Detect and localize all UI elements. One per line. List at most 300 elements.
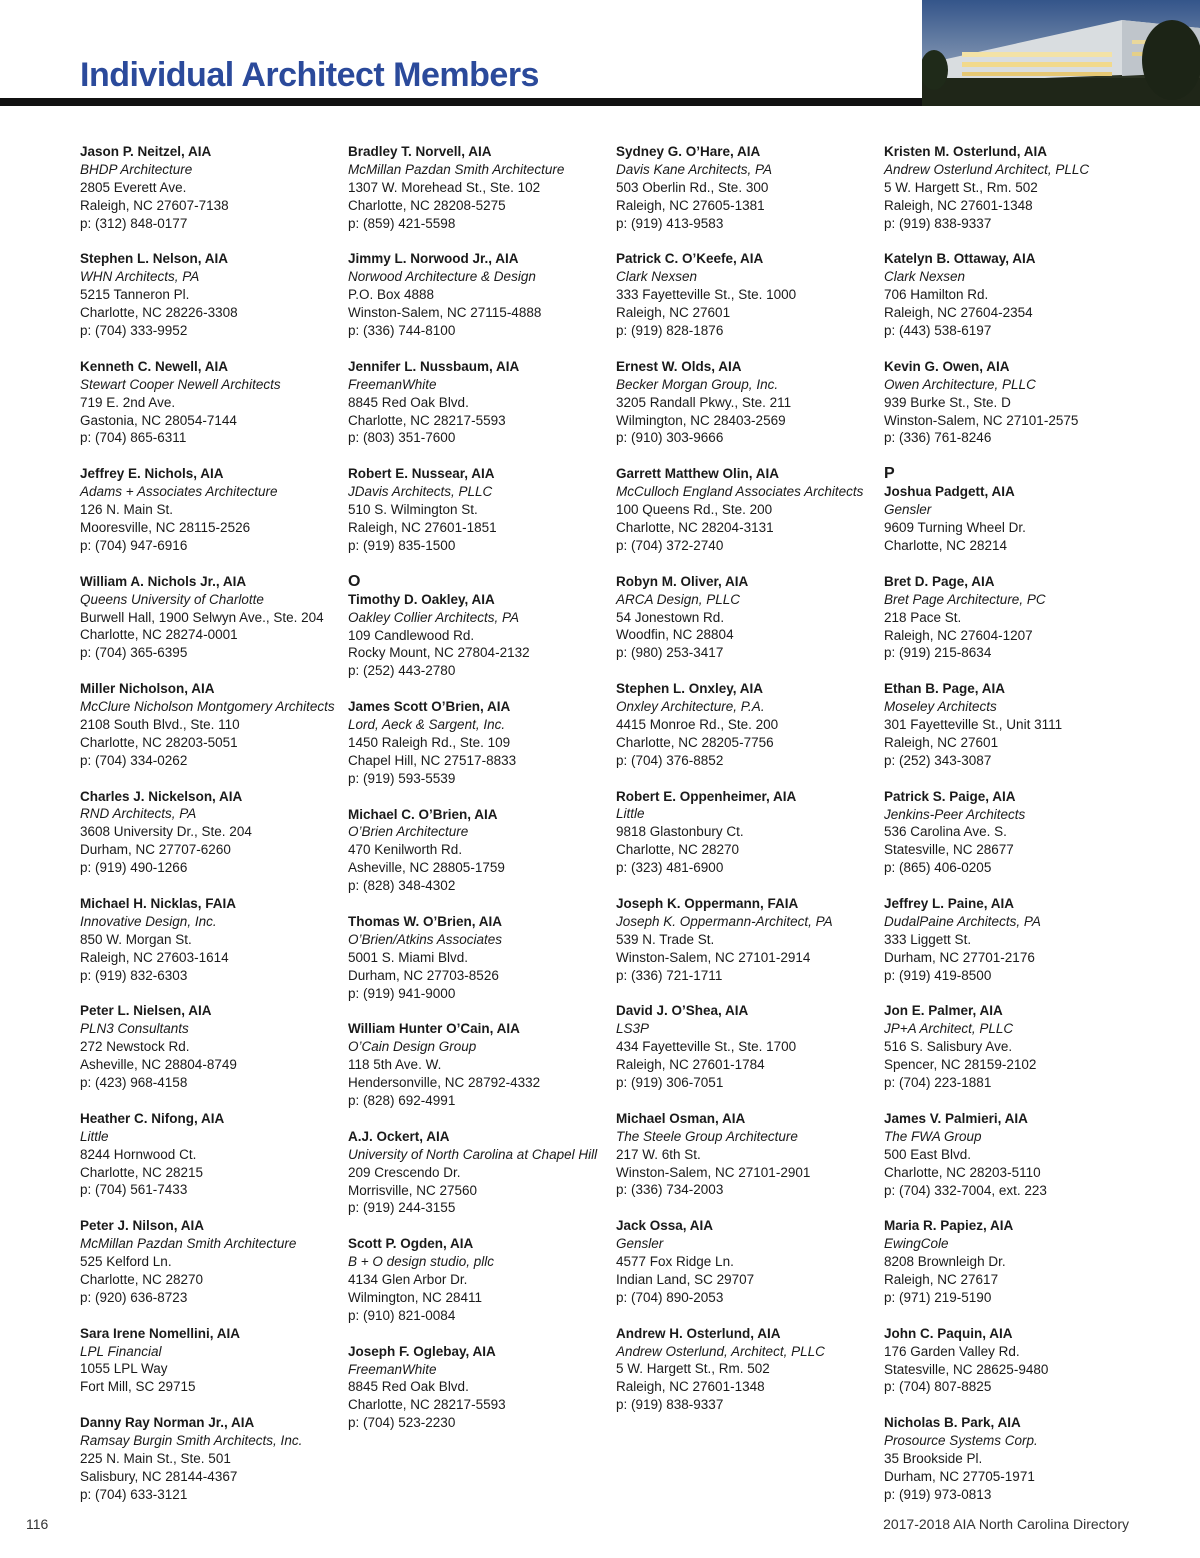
- member-firm: Clark Nexsen: [884, 269, 966, 285]
- member-name: Michael C. O’Brien, AIA: [348, 806, 498, 822]
- member-city: Indian Land, SC 29707: [616, 1271, 755, 1287]
- member-name: William Hunter O’Cain, AIA: [348, 1021, 520, 1037]
- member-phone: p: (336) 744-8100: [348, 323, 456, 339]
- member-firm: Onxley Architecture, P.A.: [616, 699, 765, 715]
- member-city: Raleigh, NC 27604-2354: [884, 305, 1033, 321]
- member-address: 3205 Randall Pkwy., Ste. 211: [616, 394, 792, 410]
- member-column-1: [80, 143, 342, 1522]
- member-name: Jeffrey E. Nichols, AIA: [80, 466, 224, 482]
- member-firm: LS3P: [616, 1021, 650, 1037]
- member-entry: [616, 788, 878, 878]
- member-address: 5 W. Hargett St., Rm. 502: [884, 179, 1038, 195]
- member-city: Charlotte, NC 28215: [80, 1164, 204, 1180]
- member-phone: p: (704) 890-2053: [616, 1289, 724, 1305]
- member-city: Durham, NC 27705-1971: [884, 1468, 1035, 1484]
- member-address: 126 N. Main St.: [80, 502, 174, 518]
- member-entry: [348, 358, 610, 448]
- member-city: Wilmington, NC 28411: [348, 1289, 483, 1305]
- member-name: Sydney G. O’Hare, AIA: [616, 144, 761, 159]
- member-address: 8244 Hornwood Ct.: [80, 1146, 197, 1162]
- member-phone: p: (704) 947-6916: [80, 537, 188, 553]
- member-entry: [80, 1002, 342, 1092]
- member-entry: [884, 250, 1146, 340]
- member-city: Durham, NC 27701-2176: [884, 949, 1035, 965]
- member-city: Statesville, NC 28677: [884, 842, 1014, 858]
- member-name: A.J. Ockert, AIA: [348, 1128, 450, 1144]
- member-name: Jon E. Palmer, AIA: [884, 1003, 1003, 1019]
- member-address: 272 Newstock Rd.: [80, 1039, 190, 1055]
- member-entry: [80, 1217, 342, 1307]
- member-entry: [348, 573, 610, 681]
- member-phone: p: (443) 538-6197: [884, 323, 992, 339]
- member-address: 510 S. Wilmington St.: [348, 502, 478, 518]
- member-phone: p: (919) 832-6303: [80, 967, 188, 983]
- directory-title: 2017-2018 AIA North Carolina Directory: [883, 1516, 1129, 1532]
- member-name: Thomas W. O’Brien, AIA: [348, 913, 503, 929]
- member-entry: [884, 1414, 1146, 1504]
- member-city: Raleigh, NC 27617: [884, 1272, 999, 1288]
- member-firm: Gensler: [616, 1236, 664, 1252]
- member-name: Nicholas B. Park, AIA: [884, 1415, 1021, 1431]
- member-city: Winston-Salem, NC 27101-2575: [884, 412, 1079, 428]
- member-city: Charlotte, NC 28217-5593: [348, 412, 506, 428]
- member-address: 54 Jonestown Rd.: [616, 609, 725, 625]
- building-photo: [922, 0, 1200, 106]
- member-city: Asheville, NC 28805-1759: [348, 860, 505, 876]
- member-phone: p: (336) 761-8246: [884, 430, 992, 446]
- member-city: Spencer, NC 28159-2102: [884, 1057, 1037, 1073]
- member-name: Timothy D. Oakley, AIA: [348, 591, 495, 607]
- member-phone: p: (704) 807-8825: [884, 1379, 992, 1395]
- member-city: Raleigh, NC 27601: [884, 734, 999, 750]
- member-address: 2108 South Blvd., Ste. 110: [80, 716, 240, 732]
- member-address: 225 N. Main St., Ste. 501: [80, 1450, 231, 1466]
- member-firm: Andrew Osterlund, Architect, PLLC: [616, 1343, 825, 1359]
- member-address: 516 S. Salisbury Ave.: [884, 1039, 1013, 1055]
- member-phone: p: (919) 835-1500: [348, 537, 456, 553]
- member-name: Jimmy L. Norwood Jr., AIA: [348, 251, 519, 267]
- member-entry: [80, 895, 342, 985]
- member-phone: p: (336) 721-1711: [616, 967, 723, 983]
- member-city: Salisbury, NC 28144-4367: [80, 1468, 238, 1484]
- member-entry: [884, 1110, 1146, 1200]
- member-address: 9609 Turning Wheel Dr.: [884, 520, 1026, 536]
- member-address: 109 Candlewood Rd.: [348, 627, 475, 643]
- member-name: Michael H. Nicklas, FAIA: [80, 895, 237, 911]
- member-address: 8845 Red Oak Blvd.: [348, 1379, 469, 1395]
- member-columns: [80, 143, 1180, 1513]
- member-entry: [616, 680, 878, 770]
- member-firm: Stewart Cooper Newell Architects: [80, 376, 281, 392]
- member-phone: p: (704) 561-7433: [80, 1182, 188, 1198]
- member-firm: Gensler: [884, 502, 932, 518]
- member-firm: Clark Nexsen: [616, 269, 698, 285]
- member-name: Michael Osman, AIA: [616, 1110, 746, 1126]
- member-phone: p: (919) 838-9337: [884, 215, 992, 231]
- member-phone: p: (920) 636-8723: [80, 1289, 188, 1305]
- member-firm: Joseph K. Oppermann-Architect, PA: [616, 913, 833, 929]
- member-entry: [884, 895, 1146, 985]
- member-name: Patrick S. Paige, AIA: [884, 788, 1016, 804]
- member-firm: O’Brien Architecture: [348, 824, 469, 840]
- member-address: 525 Kelford Ln.: [80, 1254, 172, 1270]
- member-address: 301 Fayetteville St., Unit 3111: [884, 717, 1063, 733]
- member-entry: [348, 143, 610, 233]
- member-name: Robyn M. Oliver, AIA: [616, 573, 749, 589]
- member-phone: p: (704) 333-9952: [80, 323, 188, 339]
- member-firm: Bret Page Architecture, PC: [884, 591, 1046, 607]
- member-firm: Innovative Design, Inc.: [80, 913, 217, 929]
- member-phone: p: (704) 376-8852: [616, 752, 724, 768]
- member-name: James Scott O’Brien, AIA: [348, 699, 511, 715]
- member-entry: [348, 806, 610, 896]
- member-address: 719 E. 2nd Ave.: [80, 394, 176, 410]
- member-firm: McMillan Pazdan Smith Architecture: [348, 161, 565, 177]
- building-photo-graphic: [922, 0, 1200, 106]
- member-entry: [616, 358, 878, 448]
- member-firm: DudalPaine Architects, PA: [884, 913, 1041, 929]
- member-address: 470 Kenilworth Rd.: [348, 842, 463, 858]
- member-city: Woodfin, NC 28804: [616, 627, 734, 643]
- member-address: 3608 University Dr., Ste. 204: [80, 824, 252, 840]
- member-city: Winston-Salem, NC 27101-2901: [616, 1164, 811, 1180]
- member-city: Statesville, NC 28625-9480: [884, 1361, 1049, 1377]
- member-city: Charlotte, NC 28217-5593: [348, 1397, 506, 1413]
- member-name: Garrett Matthew Olin, AIA: [616, 466, 780, 482]
- member-address: 5 W. Hargett St., Rm. 502: [616, 1361, 770, 1377]
- member-city: Charlotte, NC 28274-0001: [80, 627, 238, 643]
- member-firm: Adams + Associates Architecture: [80, 484, 278, 500]
- member-entry: [80, 573, 342, 663]
- member-phone: p: (919) 973-0813: [884, 1486, 992, 1502]
- member-address: 4415 Monroe Rd., Ste. 200: [616, 716, 779, 732]
- member-entry: [348, 913, 610, 1003]
- member-entry: [884, 465, 1146, 555]
- member-firm: Andrew Osterlund Architect, PLLC: [884, 161, 1090, 177]
- member-column-3: [616, 143, 878, 1432]
- member-name: Heather C. Nifong, AIA: [80, 1110, 225, 1126]
- member-phone: p: (919) 838-9337: [616, 1397, 724, 1413]
- member-address: 539 N. Trade St.: [616, 931, 715, 947]
- member-city: Wilmington, NC 28403-2569: [616, 412, 786, 428]
- member-firm: FreemanWhite: [348, 376, 437, 392]
- member-address: 8845 Red Oak Blvd.: [348, 394, 469, 410]
- member-entry: [616, 1217, 878, 1307]
- member-entry: [616, 1002, 878, 1092]
- member-address: 503 Oberlin Rd., Ste. 300: [616, 179, 769, 195]
- member-entry: [80, 1325, 342, 1397]
- member-firm: BHDP Architecture: [80, 161, 193, 177]
- member-phone: p: (336) 734-2003: [616, 1182, 724, 1198]
- member-city: Raleigh, NC 27603-1614: [80, 949, 229, 965]
- page-footer: [0, 1512, 1200, 1542]
- member-entry: [348, 1235, 610, 1325]
- member-phone: p: (423) 968-4158: [80, 1075, 188, 1090]
- member-city: Gastonia, NC 28054-7144: [80, 412, 237, 428]
- member-city: Charlotte, NC 28205-7756: [616, 734, 774, 750]
- member-firm: McMillan Pazdan Smith Architecture: [80, 1236, 297, 1252]
- member-phone: p: (704) 332-7004, ext. 223: [884, 1182, 1047, 1198]
- member-entry: [348, 465, 610, 555]
- member-name: Jeffrey L. Paine, AIA: [884, 896, 1015, 912]
- member-phone: p: (312) 848-0177: [80, 215, 188, 231]
- member-entry: [80, 358, 342, 448]
- member-name: Danny Ray Norman Jr., AIA: [80, 1415, 255, 1431]
- member-phone: p: (859) 421-5598: [348, 215, 456, 231]
- member-entry: [80, 1110, 342, 1200]
- member-phone: p: (803) 351-7600: [348, 430, 456, 446]
- member-city: Winston-Salem, NC 27101-2914: [616, 949, 811, 965]
- member-firm: Davis Kane Architects, PA: [616, 161, 773, 177]
- member-entry: [80, 465, 342, 555]
- member-name: Katelyn B. Ottaway, AIA: [884, 251, 1036, 267]
- member-firm: Jenkins-Peer Architects: [884, 806, 1026, 822]
- member-city: Asheville, NC 28804-8749: [80, 1057, 237, 1073]
- member-entry: [348, 1343, 610, 1433]
- member-address: 35 Brookside Pl.: [884, 1451, 983, 1467]
- member-firm: Oakley Collier Architects, PA: [348, 609, 520, 625]
- member-firm: RND Architects, PA: [80, 806, 197, 822]
- member-city: Charlotte, NC 28270: [80, 1271, 204, 1287]
- member-entry: [616, 143, 878, 233]
- member-firm: JP+A Architect, PLLC: [884, 1021, 1014, 1037]
- member-address: 118 5th Ave. W.: [348, 1057, 442, 1073]
- member-city: Durham, NC 27707-6260: [80, 842, 231, 858]
- member-entry: [348, 698, 610, 788]
- member-name: Joseph F. Oglebay, AIA: [348, 1343, 496, 1359]
- member-phone: p: (828) 692-4991: [348, 1093, 456, 1108]
- member-address: 5215 Tanneron Pl.: [80, 287, 190, 303]
- member-entry: [884, 680, 1146, 770]
- member-firm: Little: [80, 1128, 109, 1144]
- member-firm: ARCA Design, PLLC: [616, 591, 741, 607]
- member-address: 333 Liggett St.: [884, 931, 972, 947]
- member-phone: p: (910) 821-0084: [348, 1307, 456, 1323]
- member-phone: p: (704) 633-3121: [80, 1486, 188, 1502]
- member-entry: [348, 1020, 610, 1110]
- member-city: Raleigh, NC 27601-1784: [616, 1057, 765, 1073]
- member-phone: p: (919) 593-5539: [348, 770, 456, 786]
- member-address: 100 Queens Rd., Ste. 200: [616, 502, 773, 518]
- member-city: Charlotte, NC 28203-5051: [80, 734, 238, 750]
- member-city: Hendersonville, NC 28792-4332: [348, 1075, 541, 1091]
- member-phone: p: (252) 443-2780: [348, 663, 456, 679]
- member-city: Charlotte, NC 28204-3131: [616, 519, 774, 535]
- member-column-4: [884, 143, 1146, 1522]
- member-name: Sara Irene Nomellini, AIA: [80, 1325, 241, 1341]
- member-entry: [616, 465, 878, 555]
- member-address: 2805 Everett Ave.: [80, 179, 187, 195]
- member-phone: p: (828) 348-4302: [348, 878, 456, 894]
- member-name: Peter L. Nielsen, AIA: [80, 1003, 212, 1019]
- member-address: 4134 Glen Arbor Dr.: [348, 1272, 468, 1288]
- member-name: David J. O’Shea, AIA: [616, 1003, 749, 1019]
- member-name: Joseph K. Oppermann, FAIA: [616, 895, 799, 911]
- member-address: 333 Fayetteville St., Ste. 1000: [616, 287, 797, 303]
- member-entry: [884, 1325, 1146, 1397]
- member-phone: p: (704) 865-6311: [80, 430, 187, 446]
- member-city: Winston-Salem, NC 27115-4888: [348, 305, 542, 321]
- member-city: Raleigh, NC 27601-1851: [348, 519, 497, 535]
- member-firm: McCulloch England Associates Architects: [616, 484, 864, 500]
- member-city: Raleigh, NC 27607-7138: [80, 197, 229, 213]
- member-address: 500 East Blvd.: [884, 1146, 972, 1162]
- section-letter: P: [884, 465, 895, 483]
- member-entry: [616, 573, 878, 663]
- member-entry: [616, 250, 878, 340]
- member-name: Patrick C. O’Keefe, AIA: [616, 251, 764, 267]
- member-phone: p: (919) 413-9583: [616, 215, 724, 231]
- member-address: 4577 Fox Ridge Ln.: [616, 1254, 734, 1270]
- member-address: 1055 LPL Way: [80, 1361, 168, 1377]
- member-phone: p: (919) 490-1266: [80, 860, 188, 876]
- member-address: 218 Pace St.: [884, 609, 962, 625]
- member-city: Chapel Hill, NC 27517-8833: [348, 752, 517, 768]
- page-number: 116: [26, 1516, 49, 1532]
- section-letter: O: [348, 572, 361, 590]
- member-address: 5001 S. Miami Blvd.: [348, 949, 469, 965]
- member-phone: p: (919) 215-8634: [884, 645, 992, 661]
- member-firm: The FWA Group: [884, 1128, 982, 1144]
- member-entry: [884, 358, 1146, 448]
- member-address: P.O. Box 4888: [348, 287, 435, 303]
- member-name: Andrew H. Osterlund, AIA: [616, 1325, 781, 1341]
- member-name: Kenneth C. Newell, AIA: [80, 358, 229, 374]
- member-address: 706 Hamilton Rd.: [884, 287, 989, 303]
- member-name: Jennifer L. Nussbaum, AIA: [348, 358, 520, 374]
- member-entry: [616, 1110, 878, 1200]
- member-phone: p: (704) 372-2740: [616, 537, 724, 553]
- member-address: 176 Garden Valley Rd.: [884, 1343, 1020, 1359]
- member-address: 217 W. 6th St.: [616, 1146, 701, 1162]
- member-city: Charlotte, NC 28214: [884, 537, 1008, 553]
- member-name: Ernest W. Olds, AIA: [616, 358, 742, 374]
- member-entry: [616, 895, 878, 985]
- member-address: 9818 Glastonbury Ct.: [616, 824, 744, 840]
- member-name: Robert E. Oppenheimer, AIA: [616, 788, 797, 804]
- member-firm: EwingCole: [884, 1236, 949, 1252]
- member-firm: Owen Architecture, PLLC: [884, 376, 1036, 392]
- member-phone: p: (704) 523-2230: [348, 1415, 456, 1431]
- member-phone: p: (919) 941-9000: [348, 985, 456, 1001]
- member-name: Joshua Padgett, AIA: [884, 484, 1015, 500]
- page-header: [0, 0, 1200, 108]
- member-firm: B + O design studio, pllc: [348, 1254, 494, 1270]
- member-firm: JDavis Architects, PLLC: [348, 484, 493, 500]
- member-name: Bradley T. Norvell, AIA: [348, 144, 492, 159]
- member-entry: [884, 143, 1146, 233]
- member-name: Bret D. Page, AIA: [884, 573, 995, 589]
- member-address: Burwell Hall, 1900 Selwyn Ave., Ste. 204: [80, 609, 324, 625]
- member-phone: p: (323) 481-6900: [616, 860, 724, 876]
- member-phone: p: (980) 253-3417: [616, 645, 724, 661]
- member-name: Kevin G. Owen, AIA: [884, 358, 1010, 374]
- member-phone: p: (919) 828-1876: [616, 323, 724, 339]
- member-name: Charles J. Nickelson, AIA: [80, 788, 243, 804]
- member-phone: p: (919) 419-8500: [884, 967, 992, 983]
- header-rule: [0, 98, 922, 106]
- member-entry: [884, 1217, 1146, 1307]
- member-phone: p: (971) 219-5190: [884, 1289, 992, 1305]
- member-city: Charlotte, NC 28226-3308: [80, 305, 238, 321]
- member-firm: Becker Morgan Group, Inc.: [616, 376, 779, 392]
- member-city: Durham, NC 27703-8526: [348, 967, 499, 983]
- member-firm: Prosource Systems Corp.: [884, 1433, 1038, 1449]
- member-address: 850 W. Morgan St.: [80, 931, 192, 947]
- member-name: Stephen L. Nelson, AIA: [80, 251, 229, 267]
- member-address: 1307 W. Morehead St., Ste. 102: [348, 179, 541, 195]
- member-firm: O’Cain Design Group: [348, 1039, 477, 1055]
- member-firm: Little: [616, 806, 645, 822]
- member-entry: [616, 1325, 878, 1415]
- member-name: William A. Nichols Jr., AIA: [80, 573, 247, 589]
- member-phone: p: (704) 334-0262: [80, 752, 188, 768]
- member-address: 939 Burke St., Ste. D: [884, 394, 1011, 410]
- member-phone: p: (919) 244-3155: [348, 1200, 456, 1216]
- member-city: Raleigh, NC 27601: [616, 305, 731, 321]
- member-name: Scott P. Ogden, AIA: [348, 1236, 474, 1252]
- member-name: Robert E. Nussear, AIA: [348, 466, 495, 482]
- member-column-2: [348, 143, 610, 1450]
- member-name: Kristen M. Osterlund, AIA: [884, 144, 1048, 159]
- member-firm: The Steele Group Architecture: [616, 1128, 798, 1144]
- member-city: Rocky Mount, NC 27804-2132: [348, 645, 530, 661]
- member-firm: University of North Carolina at Chapel Hill: [348, 1146, 598, 1162]
- member-entry: [80, 250, 342, 340]
- member-firm: WHN Architects, PA: [80, 269, 200, 285]
- page-title: Individual Architect Members: [80, 56, 539, 94]
- member-address: 1450 Raleigh Rd., Ste. 109: [348, 734, 511, 750]
- member-entry: [80, 1414, 342, 1504]
- member-address: 209 Crescendo Dr.: [348, 1164, 461, 1180]
- member-phone: p: (919) 306-7051: [616, 1075, 724, 1090]
- member-address: 8208 Brownleigh Dr.: [884, 1254, 1006, 1270]
- member-firm: FreemanWhite: [348, 1361, 437, 1377]
- member-entry: [884, 573, 1146, 663]
- member-address: 536 Carolina Ave. S.: [884, 824, 1007, 840]
- member-firm: Lord, Aeck & Sargent, Inc.: [348, 717, 506, 733]
- member-name: James V. Palmieri, AIA: [884, 1110, 1028, 1126]
- member-phone: p: (865) 406-0205: [884, 860, 992, 876]
- member-city: Raleigh, NC 27604-1207: [884, 627, 1033, 643]
- member-name: Ethan B. Page, AIA: [884, 681, 1006, 697]
- member-phone: p: (704) 223-1881: [884, 1075, 992, 1091]
- member-phone: p: (910) 303-9666: [616, 430, 724, 446]
- member-city: Raleigh, NC 27601-1348: [616, 1379, 765, 1395]
- member-firm: PLN3 Consultants: [80, 1021, 189, 1037]
- member-entry: [80, 680, 342, 770]
- member-city: Raleigh, NC 27605-1381: [616, 197, 765, 213]
- member-address: 434 Fayetteville St., Ste. 1700: [616, 1039, 797, 1055]
- member-entry: [348, 1128, 610, 1218]
- member-city: Fort Mill, SC 29715: [80, 1379, 196, 1395]
- member-firm: O’Brien/Atkins Associates: [348, 931, 503, 947]
- member-firm: LPL Financial: [80, 1343, 162, 1359]
- member-firm: Ramsay Burgin Smith Architects, Inc.: [80, 1433, 303, 1449]
- member-firm: Moseley Architects: [884, 699, 997, 715]
- member-name: Jason P. Neitzel, AIA: [80, 144, 212, 159]
- member-phone: p: (252) 343-3087: [884, 752, 992, 768]
- member-entry: [884, 1002, 1146, 1092]
- member-entry: [80, 143, 342, 233]
- member-name: Stephen L. Onxley, AIA: [616, 681, 764, 697]
- member-city: Raleigh, NC 27601-1348: [884, 197, 1033, 213]
- member-firm: McClure Nicholson Montgomery Architects: [80, 699, 335, 715]
- member-city: Mooresville, NC 28115-2526: [80, 519, 251, 535]
- member-name: John C. Paquin, AIA: [884, 1325, 1013, 1341]
- member-name: Jack Ossa, AIA: [616, 1218, 714, 1234]
- member-city: Charlotte, NC 28270: [616, 842, 740, 858]
